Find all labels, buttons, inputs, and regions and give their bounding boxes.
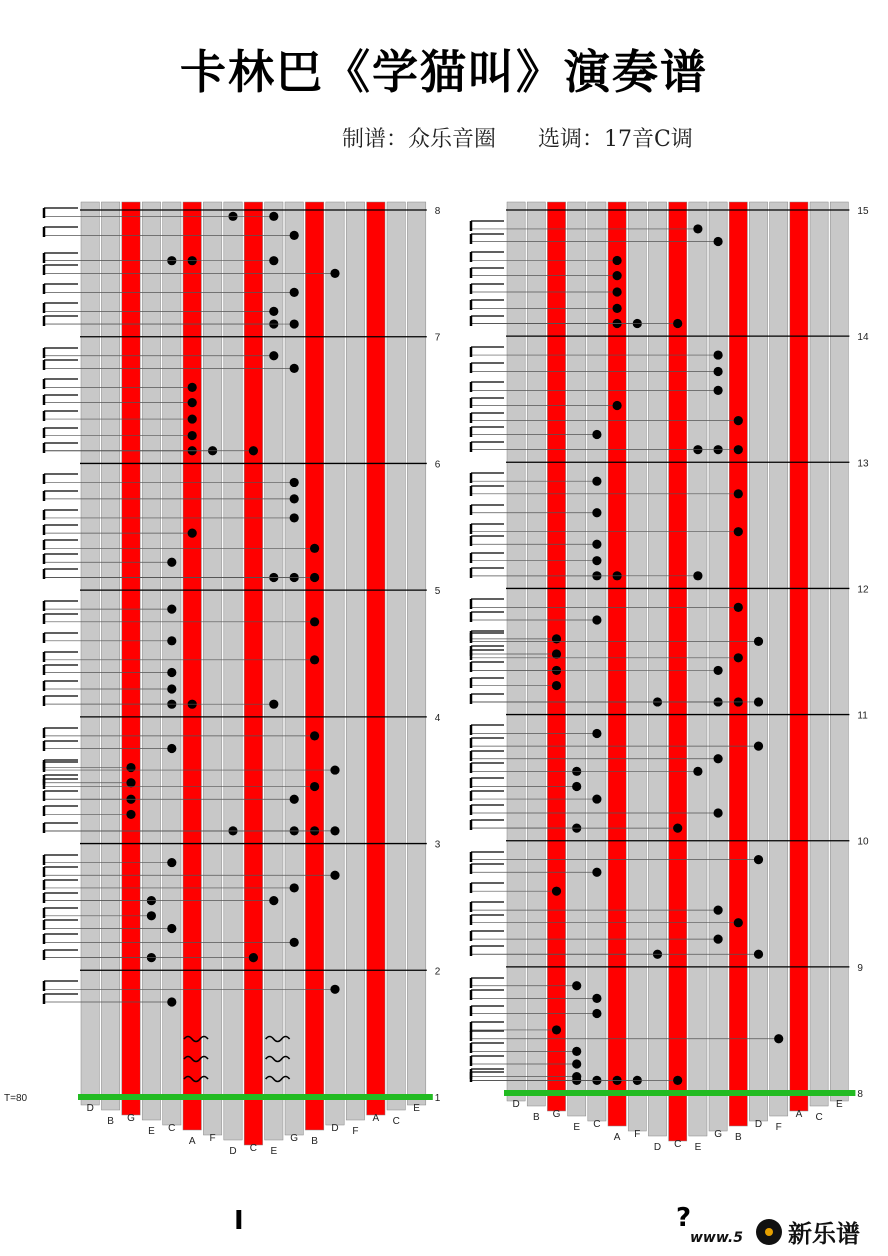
note-dot bbox=[188, 414, 197, 423]
key-label: B bbox=[532, 1112, 540, 1123]
note-dot bbox=[290, 494, 299, 503]
note-dot bbox=[714, 905, 723, 914]
key-label: B bbox=[311, 1136, 318, 1147]
key-label: D bbox=[512, 1099, 520, 1110]
kalimba-tab-right bbox=[455, 190, 888, 1153]
note-dot bbox=[592, 556, 601, 565]
key-label: B bbox=[107, 1116, 114, 1127]
grey-tine bbox=[81, 202, 99, 1105]
brand-name: 新乐谱 bbox=[788, 1220, 860, 1248]
key-label: A bbox=[795, 1109, 803, 1120]
note-dot bbox=[714, 237, 723, 246]
key-label: G bbox=[714, 1129, 722, 1140]
grey-tine bbox=[101, 202, 119, 1110]
note-dot bbox=[167, 558, 176, 567]
note-dot bbox=[167, 636, 176, 645]
note-dot bbox=[290, 364, 299, 373]
grey-tine bbox=[265, 202, 283, 1140]
red-tine bbox=[122, 202, 140, 1115]
note-dot bbox=[774, 1034, 783, 1043]
note-dot bbox=[167, 684, 176, 693]
grey-tine bbox=[770, 202, 788, 1116]
note-dot bbox=[592, 540, 601, 549]
red-tine bbox=[790, 202, 808, 1111]
watermark-url: www.5 bbox=[690, 1230, 743, 1246]
note-dot bbox=[754, 697, 763, 706]
note-dot bbox=[572, 1047, 581, 1056]
note-dot bbox=[330, 765, 339, 774]
note-dot bbox=[126, 810, 135, 819]
brand-logo bbox=[756, 1214, 860, 1249]
grey-tine bbox=[568, 202, 586, 1116]
key-label: D bbox=[331, 1123, 339, 1134]
note-dot bbox=[613, 401, 622, 410]
note-dot bbox=[330, 269, 339, 278]
note-dot bbox=[249, 953, 258, 962]
note-dot bbox=[734, 918, 743, 927]
red-tine bbox=[669, 202, 687, 1141]
note-dot bbox=[673, 319, 682, 328]
note-dot bbox=[592, 794, 601, 803]
note-dot bbox=[714, 386, 723, 395]
note-dot bbox=[188, 383, 197, 392]
key-label: A bbox=[613, 1132, 621, 1143]
grey-tine bbox=[588, 202, 606, 1121]
grey-tine bbox=[810, 202, 828, 1106]
key-label: C bbox=[168, 1123, 176, 1134]
measure-number: 2 bbox=[434, 966, 441, 978]
note-dot bbox=[734, 416, 743, 425]
note-dot bbox=[754, 637, 763, 646]
key-label: E bbox=[270, 1146, 278, 1157]
key-label: G bbox=[290, 1133, 299, 1144]
note-dot bbox=[613, 271, 622, 280]
key-label: G bbox=[552, 1109, 561, 1120]
note-dot bbox=[269, 212, 278, 221]
note-dot bbox=[290, 319, 299, 328]
note-dot bbox=[693, 224, 702, 233]
grey-tine bbox=[346, 202, 364, 1120]
note-dot bbox=[269, 307, 278, 316]
note-dot bbox=[330, 871, 339, 880]
note-dot bbox=[167, 997, 176, 1006]
measure-number: 4 bbox=[434, 712, 441, 724]
grey-tine bbox=[507, 202, 525, 1101]
grey-tine bbox=[142, 202, 160, 1120]
note-dot bbox=[167, 858, 176, 867]
key-label: E bbox=[148, 1126, 155, 1137]
tab-panel-left bbox=[0, 190, 450, 1157]
key-label: A bbox=[372, 1113, 380, 1124]
note-dot bbox=[290, 288, 299, 297]
measure-number: 10 bbox=[857, 836, 869, 848]
note-dot bbox=[269, 351, 278, 360]
note-dot bbox=[592, 615, 601, 624]
note-dot bbox=[552, 649, 561, 658]
note-dot bbox=[714, 935, 723, 944]
measure-number: 8 bbox=[434, 206, 441, 217]
note-dot bbox=[310, 617, 319, 626]
key-label: E bbox=[694, 1142, 702, 1153]
key-label: F bbox=[352, 1126, 359, 1137]
note-dot bbox=[552, 887, 561, 896]
note-dot bbox=[613, 287, 622, 296]
note-dot bbox=[188, 431, 197, 440]
note-dot bbox=[572, 1059, 581, 1068]
key-label: C bbox=[249, 1143, 258, 1154]
key-label: C bbox=[674, 1139, 682, 1150]
key-label: F bbox=[209, 1133, 216, 1144]
note-dot bbox=[290, 795, 299, 804]
note-dot bbox=[734, 527, 743, 536]
note-dot bbox=[592, 994, 601, 1003]
measure-number: 11 bbox=[857, 710, 868, 722]
note-dot bbox=[310, 544, 319, 553]
note-dot bbox=[613, 304, 622, 313]
key-label: E bbox=[573, 1122, 581, 1133]
note-dot bbox=[693, 767, 702, 776]
note-dot bbox=[754, 855, 763, 864]
note-dot bbox=[714, 350, 723, 359]
key-label: C bbox=[593, 1119, 601, 1130]
measure-number: 6 bbox=[434, 459, 441, 471]
key-label: D bbox=[653, 1142, 662, 1153]
note-dot bbox=[714, 367, 723, 376]
key-label: F bbox=[634, 1129, 641, 1140]
measure-number: 1 bbox=[434, 1093, 441, 1104]
page-mark-right: ? bbox=[676, 1203, 692, 1233]
tab-panel-right bbox=[455, 190, 888, 1153]
note-dot bbox=[249, 446, 258, 455]
note-dot bbox=[734, 445, 743, 454]
grey-tine bbox=[648, 202, 666, 1136]
measure-number: 5 bbox=[434, 586, 441, 598]
grey-tine bbox=[203, 202, 221, 1135]
note-dot bbox=[572, 782, 581, 791]
red-tine bbox=[608, 202, 626, 1126]
note-dot bbox=[592, 508, 601, 517]
note-dot bbox=[734, 653, 743, 662]
measure-number: 13 bbox=[857, 458, 869, 470]
baseline-bar bbox=[78, 1094, 433, 1100]
measure-number: 9 bbox=[857, 962, 863, 974]
note-dot bbox=[592, 729, 601, 738]
note-dot bbox=[269, 896, 278, 905]
grey-tine bbox=[628, 202, 646, 1131]
measure-number: 14 bbox=[857, 332, 869, 344]
measure-number: 15 bbox=[857, 206, 869, 217]
key-label: G bbox=[127, 1113, 135, 1124]
grey-tine bbox=[407, 202, 425, 1105]
note-dot bbox=[330, 985, 339, 994]
measure-number: 8 bbox=[857, 1089, 863, 1100]
grey-tine bbox=[285, 202, 303, 1135]
note-dot bbox=[310, 731, 319, 740]
key-label: B bbox=[734, 1132, 742, 1143]
note-dot bbox=[673, 824, 682, 833]
note-dot bbox=[592, 430, 601, 439]
key-label: C bbox=[815, 1112, 823, 1123]
measure-number: 7 bbox=[434, 332, 441, 344]
note-dot bbox=[613, 256, 622, 265]
record-disc-icon bbox=[756, 1219, 782, 1245]
note-dot bbox=[269, 256, 278, 265]
red-tine bbox=[367, 202, 385, 1115]
note-dot bbox=[290, 883, 299, 892]
note-dot bbox=[714, 808, 723, 817]
note-dot bbox=[734, 603, 743, 612]
note-dot bbox=[754, 742, 763, 751]
note-dot bbox=[734, 489, 743, 498]
page-mark-left: I bbox=[234, 1206, 244, 1236]
baseline-bar bbox=[504, 1090, 855, 1096]
key-label: D bbox=[754, 1119, 763, 1130]
key-label: D bbox=[229, 1146, 237, 1157]
note-dot bbox=[290, 938, 299, 947]
note-dot bbox=[552, 1025, 561, 1034]
note-dot bbox=[147, 911, 156, 920]
red-tine bbox=[183, 202, 201, 1130]
note-dot bbox=[572, 981, 581, 990]
grey-tine bbox=[830, 202, 848, 1101]
key-label: C bbox=[392, 1116, 400, 1127]
note-dot bbox=[188, 529, 197, 538]
note-dot bbox=[552, 634, 561, 643]
note-dot bbox=[714, 754, 723, 763]
note-dot bbox=[126, 778, 135, 787]
note-dot bbox=[310, 655, 319, 664]
grey-tine bbox=[387, 202, 405, 1110]
arranger-credit: 制谱：众乐音圈 bbox=[342, 127, 497, 152]
note-dot bbox=[592, 1009, 601, 1018]
grey-tine bbox=[163, 202, 181, 1125]
note-dot bbox=[552, 681, 561, 690]
note-dot bbox=[330, 826, 339, 835]
note-dot bbox=[290, 231, 299, 240]
note-dot bbox=[167, 668, 176, 677]
score-title: 卡林巴《学猫叫》演奏谱 bbox=[180, 45, 708, 99]
note-dot bbox=[673, 1076, 682, 1085]
key-label: E bbox=[835, 1099, 843, 1110]
note-dot bbox=[592, 868, 601, 877]
note-dot bbox=[167, 605, 176, 614]
note-dot bbox=[754, 950, 763, 959]
grey-tine bbox=[224, 202, 242, 1140]
note-dot bbox=[310, 573, 319, 582]
key-selection: 选调：17音C调 bbox=[538, 127, 693, 152]
grey-tine bbox=[749, 202, 767, 1121]
score-subtitle bbox=[342, 122, 693, 153]
note-dot bbox=[269, 700, 278, 709]
note-dot bbox=[310, 782, 319, 791]
tempo-label: T=80 bbox=[4, 1093, 28, 1104]
measure-number: 12 bbox=[857, 584, 869, 596]
note-dot bbox=[126, 763, 135, 772]
note-dot bbox=[167, 924, 176, 933]
red-tine bbox=[729, 202, 747, 1126]
note-dot bbox=[714, 666, 723, 675]
grey-tine bbox=[689, 202, 707, 1136]
kalimba-tab-left bbox=[0, 190, 450, 1157]
key-label: A bbox=[188, 1136, 196, 1147]
note-dot bbox=[290, 513, 299, 522]
key-label: E bbox=[413, 1103, 420, 1114]
note-dot bbox=[167, 744, 176, 753]
note-dot bbox=[188, 398, 197, 407]
note-dot bbox=[592, 477, 601, 486]
note-dot bbox=[693, 571, 702, 580]
key-label: D bbox=[86, 1103, 94, 1114]
red-tine bbox=[244, 202, 262, 1145]
key-label: F bbox=[775, 1122, 782, 1133]
measure-number: 3 bbox=[434, 839, 441, 851]
note-dot bbox=[290, 478, 299, 487]
red-tine bbox=[305, 202, 323, 1130]
